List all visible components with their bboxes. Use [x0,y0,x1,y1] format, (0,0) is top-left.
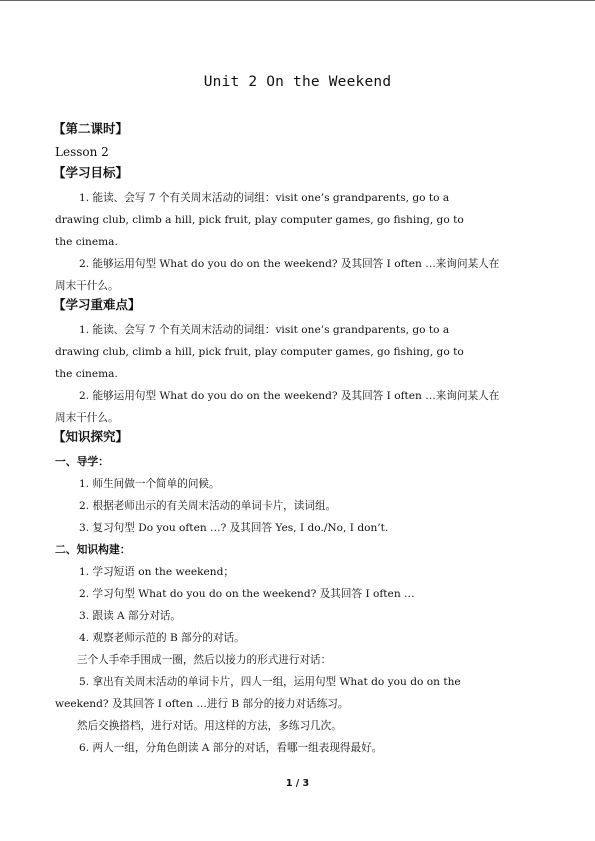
text-line: drawing club, climb a hill, pick fruit, play computer games, go fishing, go to [55,346,464,358]
page-number: 1 / 3 [285,778,310,789]
section-heading: 【第二课时】 [53,121,129,136]
text-line: 2. 能够运用句型 What do you do on the weekend? 及其回答 I often …来询问某人在 [79,390,500,402]
text-line: 5. 拿出有关周末活动的单词卡片，四人一组，运用句型 What do you do on the [79,676,461,688]
text-line: 4. 观察老师示范的 B 部分的对话。 [79,632,245,644]
text-line: 1. 师生间做一个简单的问候。 [79,478,220,490]
text-line: the cinema. [55,236,118,248]
text-line: 6. 两人一组，分角色朗读 A 部分的对话，看哪一组表现得最好。 [79,742,383,754]
text-line: 2. 能够运用句型 What do you do on the weekend? 及其回答 I often …来询问某人在 [79,258,500,270]
text-line: drawing club, climb a hill, pick fruit, play computer games, go fishing, go to [55,214,464,226]
text-line: 然后交换搭档，进行对话。用这样的方法，多练习几次。 [77,720,342,732]
text-line: weekend? 及其回答 I often …进行 B 部分的接力对话练习。 [55,698,349,710]
text-line: 周末干什么。 [55,412,119,424]
text-line: 1. 能读、会写 7 个有关周末活动的词组：visit one’s grandparents, go to a [79,192,450,204]
text-line: Lesson 2 [55,145,109,159]
section-heading: 【知识探究】 [53,429,129,444]
text-line: 1. 学习短语 on the weekend； [79,566,234,578]
text-line: 3. 复习句型 Do you often …? 及其回答 Yes, I do./No, I don’t. [79,522,389,534]
text-line: 2. 根据老师出示的有关周末活动的单词卡片，读词组。 [79,500,337,512]
text-line: 周末干什么。 [55,280,119,292]
subsection-heading: 二、知识构建： [55,543,131,556]
text-line: the cinema. [55,368,118,380]
text-line: 2. 学习句型 What do you do on the weekend? 及其回答 I often … [79,588,415,600]
text-line: 1. 能读、会写 7 个有关周末活动的词组：visit one’s grandparents, go to a [79,324,450,336]
text-line: 3. 跟读 A 部分对话。 [79,610,182,622]
top-border-line [0,0,595,1]
section-heading: 【学习目标】 [53,165,129,180]
text-line: 三个人手牵手围成一圈，然后以接力的形式进行对话： [77,654,332,666]
subsection-heading: 一、导学： [55,455,109,468]
document-title: Unit 2 On the Weekend [203,74,392,90]
section-heading: 【学习重难点】 [53,297,141,312]
